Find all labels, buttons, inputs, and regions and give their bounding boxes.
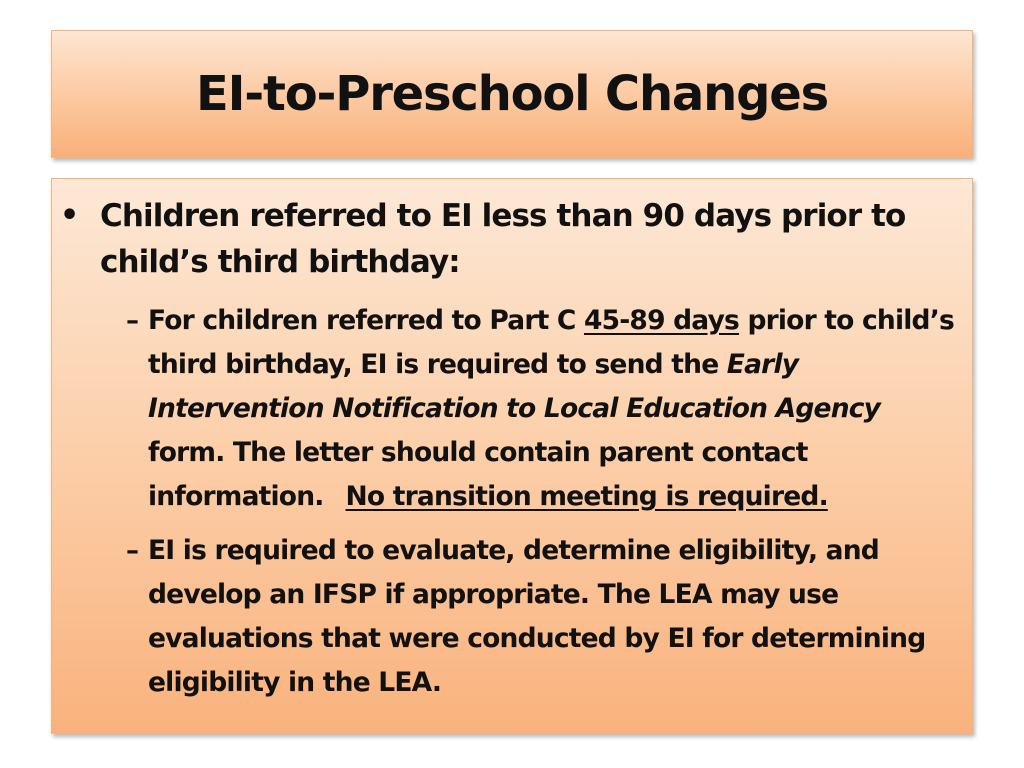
bullet-text: Children referred to EI less than 90 days prior to child’s third birthday: <box>100 198 906 280</box>
sub-bullet-text: EI is required to evaluate, determine eligibility, and develop an IFSP if appropriate. The LEA may use evaluations that were conducted by EI for determining eligibility in the LEA. <box>148 535 926 698</box>
title-box <box>51 30 973 158</box>
sub-text-part: For children referred to Part C <box>148 305 584 336</box>
bullet-marker: • <box>60 198 80 233</box>
content-body <box>52 179 972 733</box>
sub-bullet-text <box>148 299 956 519</box>
underlined-note: No transition meeting is required. <box>345 481 828 512</box>
sub-text-part: form. The letter should contain parent contact information. <box>148 437 808 512</box>
underlined-days: 45-89 days <box>583 305 740 336</box>
slide-title: EI-to-Preschool Changes <box>196 66 828 122</box>
sub-bullet-marker: – <box>126 306 139 336</box>
content-box <box>51 178 973 734</box>
form-name: Early Intervention Notification to Local Education Agency <box>148 349 881 424</box>
sub-text-part: prior to child’s third birthday, EI is required to send the <box>148 305 954 380</box>
sub-bullet-marker: – <box>126 536 139 566</box>
